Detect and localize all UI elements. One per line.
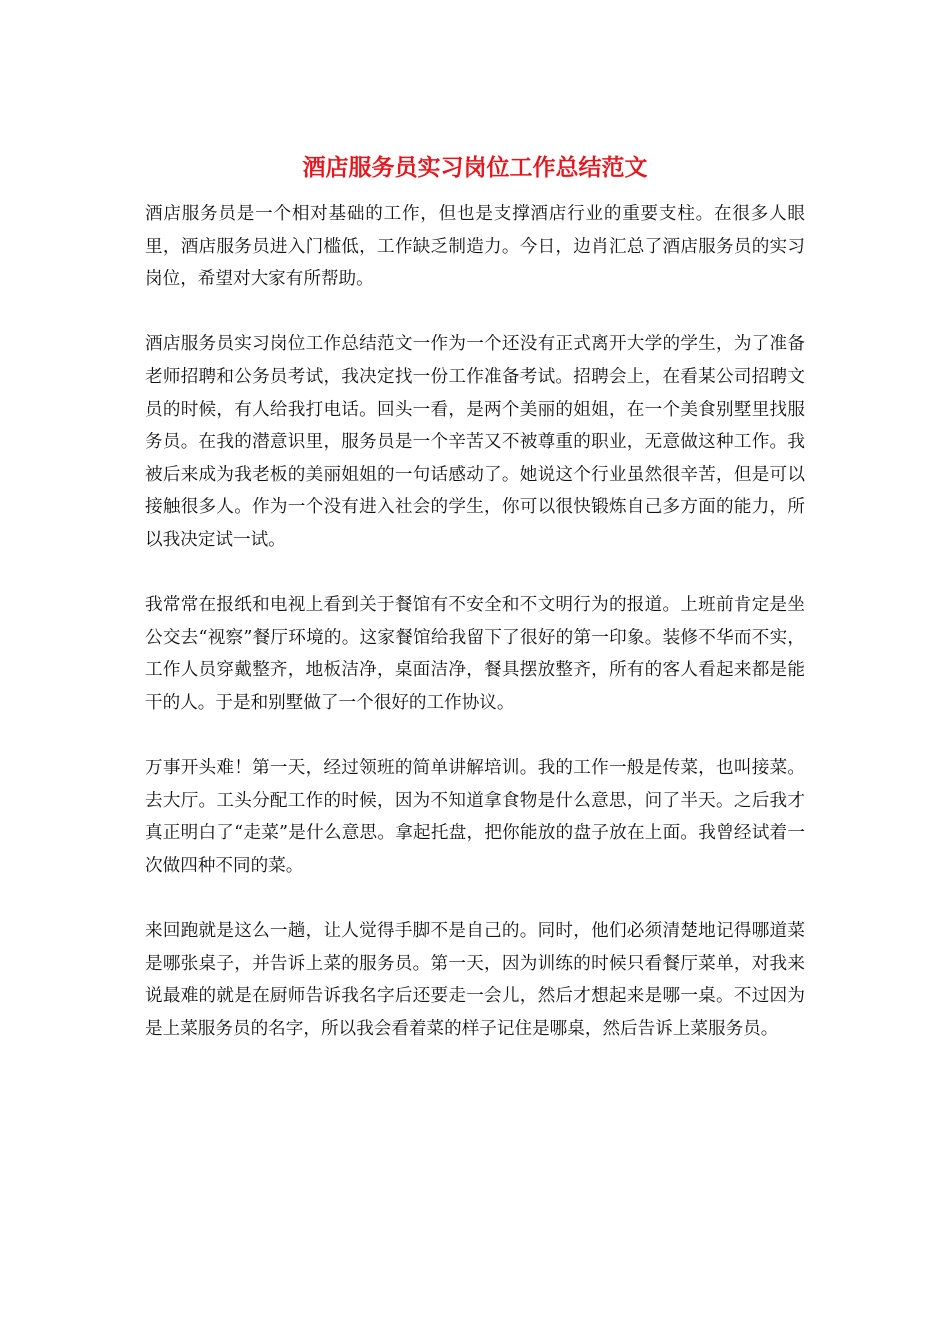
paragraph-1: 酒店服务员是一个相对基础的工作，但也是支撑酒店行业的重要支柱。在很多人眼里，酒店服务员进入门槛低，工作缺乏制造力。今日，边肖汇总了酒店服务员的实习岗位，希望对大家有所帮助。 [145,204,805,290]
paragraph-5: 来回跑就是这么一趟，让人觉得手脚不是自己的。同时，他们必须清楚地记得哪道菜是哪张桌子，并告诉上菜的服务员。第一天，因为训练的时候只看餐厅菜单，对我来说最难的就是在厨师告诉我名字后还要走一会儿，然后才想起来是哪一桌。不过因为是上菜服务员的名字，所以我会看着菜的样子记住是哪桌，然后告诉上菜服务员。 [145,921,805,1039]
document-body [145,198,805,1078]
paragraph-3: 我常常在报纸和电视上看到关于餐馆有不安全和不文明行为的报道。上班前肯定是坐公交去“视察”餐厅环境的。这家餐馆给我留下了很好的第一印象。装修不华而不实，工作人员穿戴整齐，地板洁净，桌面洁净，餐具摆放整齐，所有的客人看起来都是能干的人。于是和别墅做了一个很好的工作协议。 [145,595,805,713]
document-title: 酒店服务员实习岗位工作总结范文 [302,154,648,181]
paragraph-2: 酒店服务员实习岗位工作总结范文一作为一个还没有正式离开大学的学生，为了准备老师招聘和公务员考试，我决定找一份工作准备考试。招聘会上，在看某公司招聘文员的时候，有人给我打电话。回头一看，是两个美丽的姐姐，在一个美食别墅里找服务员。在我的潜意识里，服务员是一个辛苦又不被尊重的职业，无意做这种工作。我被后来成为我老板的美丽姐姐的一句话感动了。她说这个行业虽然很辛苦，但是可以接触很多人。作为一个没有进入社会的学生，你可以很快锻炼自己多方面的能力，所以我决定试一试。 [145,334,805,550]
paragraph-4: 万事开头难！第一天，经过领班的简单讲解培训。我的工作一般是传菜，也叫接菜。去大厅。工头分配工作的时候，因为不知道拿食物是什么意思，问了半天。之后我才真正明白了“走菜”是什么意思。拿起托盘，把你能放的盘子放在上面。我曾经试着一次做四种不同的菜。 [145,758,805,876]
